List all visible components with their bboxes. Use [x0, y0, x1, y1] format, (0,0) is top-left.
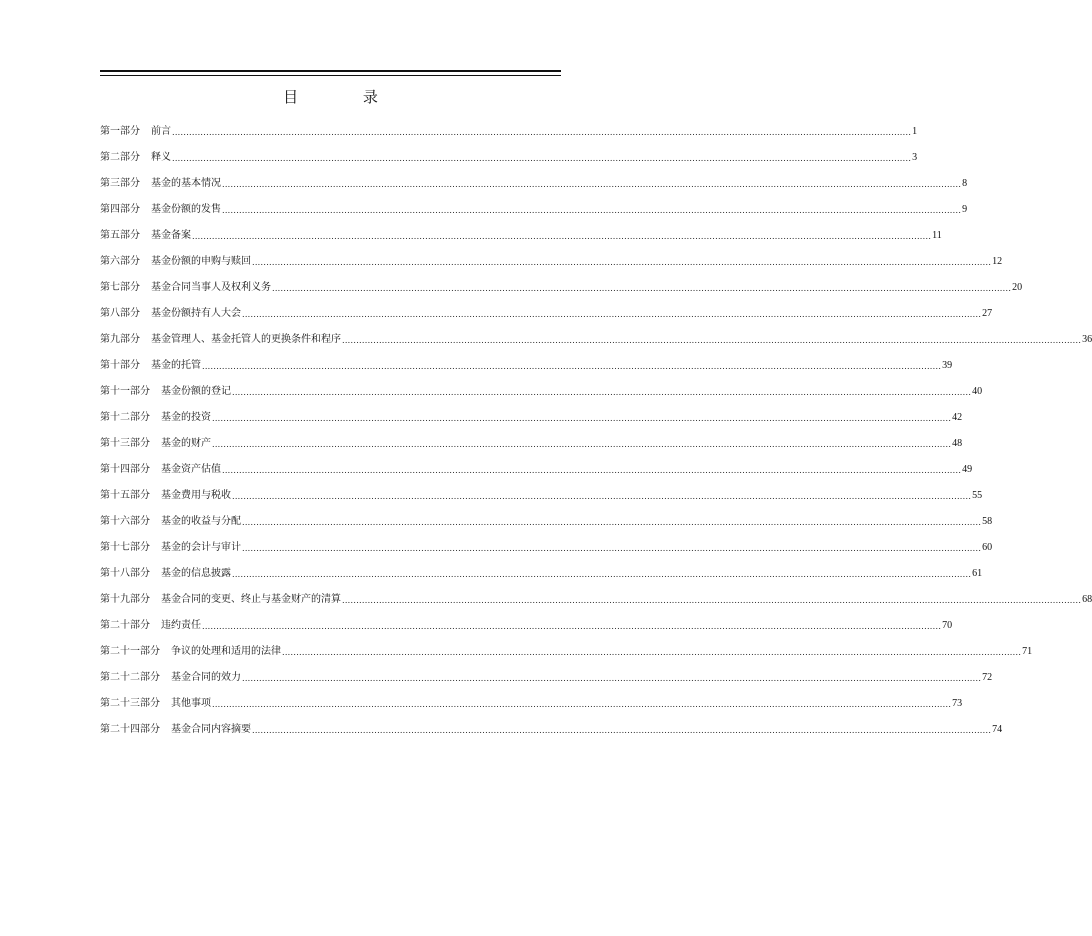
toc-entry-page-number: 61	[972, 568, 983, 579]
toc-entry-page-number: 9	[962, 204, 968, 215]
toc-entry[interactable]	[100, 249, 1003, 275]
toc-dot-leader: ....................................................................................................................................................................................................................................................................	[232, 388, 972, 397]
toc-entry-part: 第二十部分	[100, 620, 150, 631]
toc-entry-part: 第十二部分	[100, 412, 150, 423]
toc-entry-part: 第十五部分	[100, 490, 150, 501]
toc-entry-part: 第十部分	[100, 360, 140, 371]
toc-dot-leader: ....................................................................................................................................................................................................................................................................	[242, 544, 982, 553]
toc-dot-leader: ....................................................................................................................................................................................................................................................................	[172, 128, 912, 137]
toc-entry-page-number: 68	[1082, 594, 1092, 605]
toc-entry-page-number: 12	[992, 256, 1003, 267]
toc-entry-title: 基金份额持有人大会	[151, 308, 241, 319]
toc-dot-leader: ....................................................................................................................................................................................................................................................................	[212, 440, 952, 449]
toc-entry-page-number: 40	[972, 386, 983, 397]
toc-dot-leader: ....................................................................................................................................................................................................................................................................	[212, 700, 952, 709]
toc-entry[interactable]	[100, 197, 968, 223]
toc-entry[interactable]	[100, 665, 993, 691]
toc-entry-part: 第二十二部分	[100, 672, 160, 683]
toc-entry-title: 基金合同当事人及权利义务	[151, 282, 271, 293]
toc-dot-leader: ....................................................................................................................................................................................................................................................................	[232, 570, 972, 579]
toc-entry-title: 基金的信息披露	[161, 568, 231, 579]
toc-entry-title: 争议的处理和适用的法律	[171, 646, 281, 657]
toc-entry-part: 第一部分	[100, 126, 140, 137]
toc-entry-page-number: 58	[982, 516, 993, 527]
toc-entry-title: 其他事项	[171, 698, 211, 709]
toc-dot-leader: ....................................................................................................................................................................................................................................................................	[342, 596, 1082, 605]
toc-entry-title: 基金备案	[151, 230, 191, 241]
toc-entry-part: 第十四部分	[100, 464, 150, 475]
toc-entry-page-number: 36	[1082, 334, 1092, 345]
toc-entry-part: 第二十四部分	[100, 724, 160, 735]
toc-entry-title: 释义	[151, 152, 171, 163]
toc-entry-part: 第十六部分	[100, 516, 150, 527]
toc-entry[interactable]	[100, 301, 993, 327]
toc-entry[interactable]	[100, 587, 1092, 613]
toc-dot-leader: ....................................................................................................................................................................................................................................................................	[202, 622, 942, 631]
toc-entry[interactable]	[100, 353, 953, 379]
toc-title: 目 录	[283, 88, 408, 106]
toc-entry-page-number: 42	[952, 412, 963, 423]
toc-entry-page-number: 70	[942, 620, 953, 631]
toc-list	[100, 119, 1092, 743]
toc-dot-leader: ....................................................................................................................................................................................................................................................................	[252, 258, 992, 267]
toc-entry[interactable]	[100, 431, 963, 457]
toc-entry-part: 第六部分	[100, 256, 140, 267]
toc-entry-page-number: 71	[1022, 646, 1033, 657]
toc-entry-title: 前言	[151, 126, 171, 137]
toc-entry-title: 基金份额的登记	[161, 386, 231, 397]
toc-entry[interactable]	[100, 379, 983, 405]
toc-entry-part: 第二部分	[100, 152, 140, 163]
toc-entry-title: 基金的收益与分配	[161, 516, 241, 527]
toc-entry-page-number: 60	[982, 542, 993, 553]
toc-entry-part: 第十八部分	[100, 568, 150, 579]
toc-entry-title: 基金费用与税收	[161, 490, 231, 501]
toc-entry-title: 基金的投资	[161, 412, 211, 423]
toc-dot-leader: ....................................................................................................................................................................................................................................................................	[242, 518, 982, 527]
toc-entry-title: 基金份额的发售	[151, 204, 221, 215]
toc-entry-page-number: 1	[912, 126, 918, 137]
toc-entry-page-number: 55	[972, 490, 983, 501]
toc-entry-page-number: 11	[932, 230, 942, 241]
toc-entry-title: 基金合同的效力	[171, 672, 241, 683]
toc-dot-leader: ....................................................................................................................................................................................................................................................................	[242, 674, 982, 683]
toc-dot-leader: ....................................................................................................................................................................................................................................................................	[222, 180, 962, 189]
toc-entry-part: 第二十一部分	[100, 646, 160, 657]
toc-entry-part: 第十九部分	[100, 594, 150, 605]
toc-entry[interactable]	[100, 613, 953, 639]
toc-dot-leader: ....................................................................................................................................................................................................................................................................	[242, 310, 982, 319]
toc-entry-page-number: 48	[952, 438, 963, 449]
toc-entry-part: 第七部分	[100, 282, 140, 293]
toc-entry[interactable]	[100, 171, 968, 197]
toc-entry[interactable]	[100, 691, 963, 717]
toc-entry-title: 基金的托管	[151, 360, 201, 371]
toc-entry[interactable]	[100, 457, 973, 483]
toc-entry[interactable]	[100, 561, 983, 587]
toc-dot-leader: ....................................................................................................................................................................................................................................................................	[212, 414, 952, 423]
toc-entry[interactable]	[100, 145, 918, 171]
toc-entry-page-number: 72	[982, 672, 993, 683]
toc-dot-leader: ....................................................................................................................................................................................................................................................................	[272, 284, 1012, 293]
toc-entry-page-number: 73	[952, 698, 963, 709]
toc-entry-title: 基金合同内容摘要	[171, 724, 251, 735]
toc-entry-title: 基金管理人、基金托管人的更换条件和程序	[151, 334, 341, 345]
toc-dot-leader: ....................................................................................................................................................................................................................................................................	[192, 232, 932, 241]
toc-entry[interactable]	[100, 119, 918, 145]
toc-entry-title: 基金份额的申购与赎回	[151, 256, 251, 267]
toc-entry-title: 基金资产估值	[161, 464, 221, 475]
toc-entry-page-number: 3	[912, 152, 918, 163]
toc-entry-title: 基金的会计与审计	[161, 542, 241, 553]
toc-entry-part: 第三部分	[100, 178, 140, 189]
toc-entry-part: 第五部分	[100, 230, 140, 241]
toc-entry-part: 第十一部分	[100, 386, 150, 397]
header-rule-thin	[100, 75, 561, 76]
toc-dot-leader: ....................................................................................................................................................................................................................................................................	[232, 492, 972, 501]
toc-entry-page-number: 74	[992, 724, 1003, 735]
toc-entry[interactable]	[100, 483, 983, 509]
toc-entry-page-number: 8	[962, 178, 968, 189]
header-rule-thick	[100, 70, 561, 72]
toc-entry[interactable]	[100, 223, 942, 249]
toc-dot-leader: ....................................................................................................................................................................................................................................................................	[172, 154, 912, 163]
toc-entry-part: 第八部分	[100, 308, 140, 319]
toc-entry-part: 第四部分	[100, 204, 140, 215]
toc-entry-title: 违约责任	[161, 620, 201, 631]
toc-entry-page-number: 27	[982, 308, 993, 319]
toc-entry-part: 第二十三部分	[100, 698, 160, 709]
toc-entry[interactable]	[100, 509, 993, 535]
toc-dot-leader: ....................................................................................................................................................................................................................................................................	[222, 466, 962, 475]
toc-dot-leader: ....................................................................................................................................................................................................................................................................	[202, 362, 942, 371]
toc-entry-title: 基金的财产	[161, 438, 211, 449]
toc-entry-page-number: 49	[962, 464, 973, 475]
toc-entry-part: 第十七部分	[100, 542, 150, 553]
toc-entry-part: 第九部分	[100, 334, 140, 345]
toc-dot-leader: ....................................................................................................................................................................................................................................................................	[252, 726, 992, 735]
toc-entry-page-number: 39	[942, 360, 953, 371]
toc-entry-page-number: 20	[1012, 282, 1023, 293]
toc-entry[interactable]	[100, 717, 1003, 743]
toc-dot-leader: ....................................................................................................................................................................................................................................................................	[342, 336, 1082, 345]
toc-entry[interactable]	[100, 639, 1033, 665]
toc-dot-leader: ....................................................................................................................................................................................................................................................................	[222, 206, 962, 215]
toc-dot-leader: ....................................................................................................................................................................................................................................................................	[282, 648, 1022, 657]
toc-entry-part: 第十三部分	[100, 438, 150, 449]
toc-entry-title: 基金的基本情况	[151, 178, 221, 189]
toc-entry-title: 基金合同的变更、终止与基金财产的清算	[161, 594, 341, 605]
toc-entry[interactable]	[100, 327, 1092, 353]
toc-entry[interactable]	[100, 405, 963, 431]
toc-entry[interactable]	[100, 275, 1023, 301]
toc-entry[interactable]	[100, 535, 993, 561]
